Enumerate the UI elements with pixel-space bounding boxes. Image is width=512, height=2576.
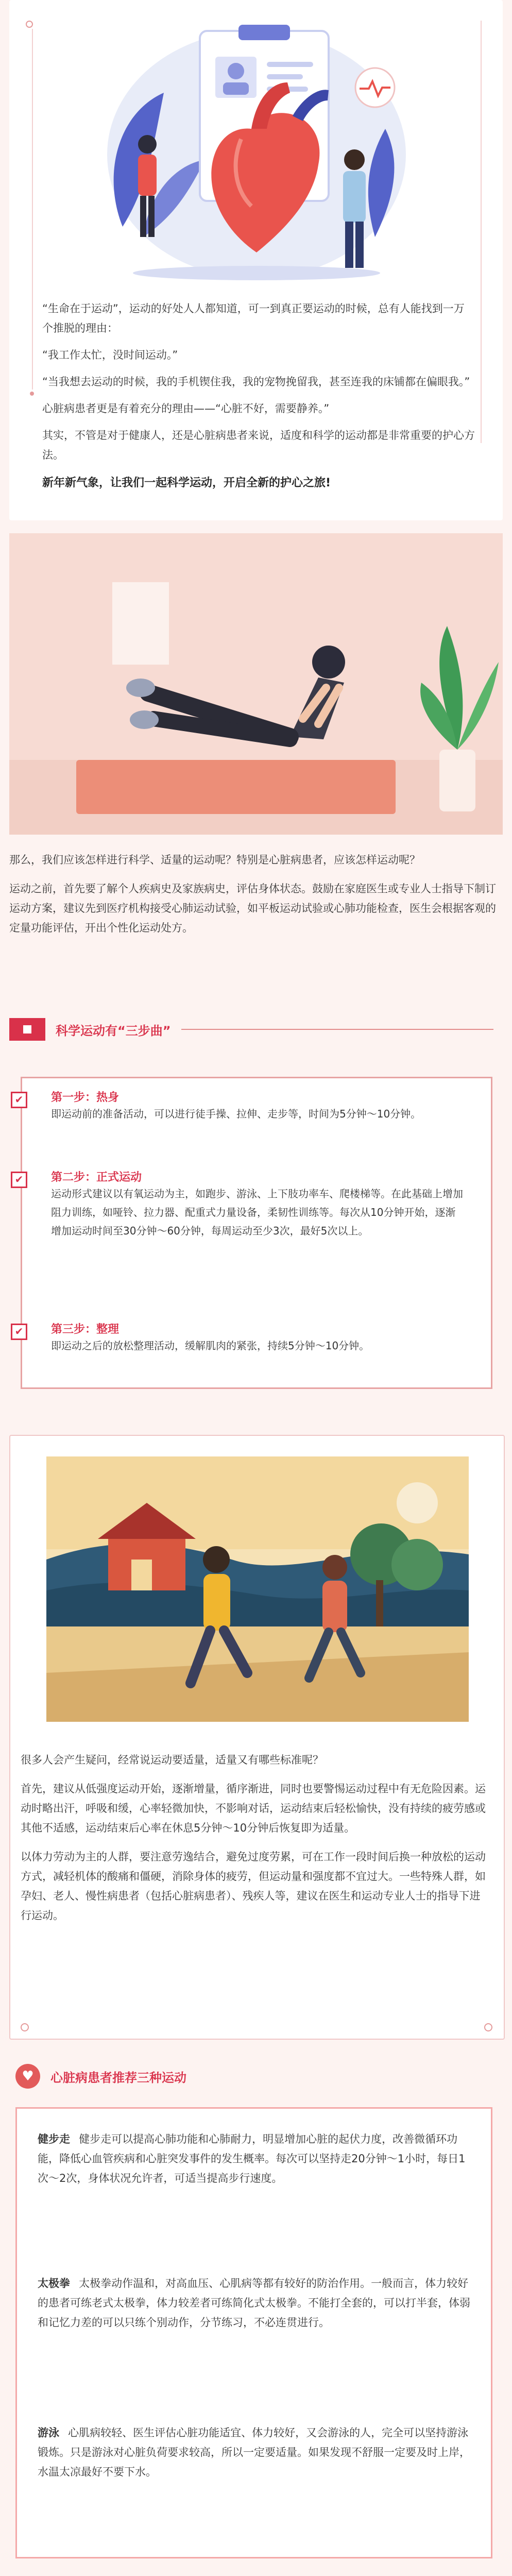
- header-bar: [9, 1018, 45, 1041]
- steps-card: [14, 1077, 492, 1389]
- sports-section-header: [15, 2061, 479, 2092]
- intro-card: [9, 0, 503, 520]
- hero-heart-illustration: [87, 10, 426, 289]
- step-label: 第二步：正式运动: [51, 1171, 142, 1184]
- step-label: 第三步：整理: [51, 1323, 120, 1336]
- step-item: [14, 1320, 465, 1355]
- corner-dot-icon: [21, 2023, 29, 2031]
- dosage-paragraph: 首先，建议从低强度运动开始，逐渐增量，循序渐进，同时也要警惕运动过程中有无危险因素。运动时略出汗，呼吸和缓，心率轻微加快，不影响对话，运动结束后轻松愉快，没有持续的疲劳感或其他不适感，运动结束后心率在休息5分钟～10分钟后恢复即为适量。: [21, 1783, 486, 1834]
- sport-text: 健步走可以提高心肺功能和心肺耐力，明显增加心脏的起伏力度，改善微循环功能，降低心血管疾病和心脏突发事件的发生概率。每次可以坚持走20分钟～1小时，每日1次～2次，身体状况允许者，可适当提高步行速度。: [38, 2133, 466, 2184]
- step-text: 运动形式建议以有氧运动为主，如跑步、游泳、上下肢功率车、爬楼梯等。在此基础上增加阻力训练，如哑铃、拉力器、配重式力量设备，柔韧性训练等。每次从10分钟开始，逐渐增加运动时间至30分钟～60分钟，每周运动至少3次，最好5次以上。: [51, 1188, 463, 1237]
- step-label: 第一步：热身: [51, 1091, 120, 1104]
- square-icon: [23, 1025, 31, 1033]
- vertical-line: [481, 21, 482, 443]
- question-paragraph: 运动之前，首先要了解个人疾病史及家族病史，评估身体状态。鼓励在家庭医生或专业人士指导下制订运动方案，建议先到医疗机构接受心肺运动试验，如平板运动试验或心肺功能检查，医生会根据客观的定量功能评估，开出个性化运动处方。: [9, 883, 496, 934]
- intro-slogan: 新年新气象，让我们一起科学运动，开启全新的护心之旅!: [42, 477, 331, 489]
- step-item: [14, 1089, 465, 1123]
- sport-label: 游泳: [38, 2427, 59, 2439]
- intro-paragraph: “我工作太忙，没时间运动。”: [42, 349, 178, 361]
- sport-label: 健步走: [38, 2133, 70, 2145]
- intro-paragraph: 其实，不管是对于健康人，还是心脏病患者来说，适度和科学的运动都是非常重要的护心方法。: [42, 429, 475, 461]
- steps-section-header: [9, 1015, 493, 1044]
- jogging-illustration: [46, 1456, 469, 1722]
- corner-dot-icon: [30, 392, 34, 396]
- steps-title: 科学运动有“三步曲”: [56, 1023, 171, 1038]
- sport-item: [38, 2423, 470, 2482]
- question-block: [9, 850, 503, 938]
- exercise-illustration: [9, 533, 503, 835]
- step-text: 即运动前的准备活动，可以进行徒手操、拉伸、走步等，时间为5分钟～10分钟。: [51, 1108, 421, 1120]
- dosage-text: [21, 1750, 489, 1925]
- step-item: [14, 1168, 465, 1240]
- checkbox-icon: ✔: [11, 1324, 27, 1340]
- sports-card: [15, 2107, 492, 2558]
- intro-text: [42, 299, 475, 465]
- intro-paragraph: “生命在于运动”，运动的好处人人都知道，可一到真正要运动的时候，总有人能找到一万个推脱的理由：: [42, 302, 465, 334]
- question-paragraph: 那么，我们应该怎样进行科学、适量的运动呢？特别是心脏病患者，应该怎样运动呢？: [9, 854, 420, 866]
- intro-paragraph: 心脏病患者更是有着充分的理由——“心脏不好，需要静养。”: [42, 402, 330, 415]
- sport-item: [38, 2129, 470, 2188]
- sport-label: 太极拳: [38, 2277, 70, 2290]
- sports-title: 心脏病患者推荐三种运动: [50, 2070, 186, 2085]
- sport-item: [38, 2274, 470, 2332]
- heart-icon: ♥: [15, 2064, 40, 2089]
- vertical-line: [32, 29, 33, 389]
- corner-dot-icon: [26, 21, 33, 28]
- dosage-paragraph: 以体力劳动为主的人群，要注意劳逸结合，避免过度劳累，可在工作一段时间后换一种放松的运动方式，减轻机体的酸痛和僵硬，消除身体的疲劳，但运动量和强度都不宜过大。一些特殊人群，如孕妇、老人、慢性病患者（包括心脏病患者）、残疾人等，建议在医生和运动专业人士的指导下进行运动。: [21, 1851, 486, 1922]
- header-line: [181, 1029, 493, 1030]
- dosage-paragraph: 很多人会产生疑问，经常说运动要适量，适量又有哪些标准呢？: [21, 1754, 323, 1766]
- corner-dot-icon: [484, 2023, 492, 2031]
- sport-text: 太极拳动作温和，对高血压、心肌病等都有较好的防治作用。一般而言，体力较好的患者可练老式太极拳，体力较差者可练简化式太极拳。不能打全套的，可以打半套，体弱和记忆力差的可以只练个别动作，分节练习，不必连贯进行。: [38, 2277, 470, 2329]
- step-text: 即运动之后的放松整理活动，缓解肌肉的紧张，持续5分钟～10分钟。: [51, 1340, 370, 1352]
- sport-text: 心肌病较轻、医生评估心脏功能适宜、体力较好，又会游泳的人，完全可以坚持游泳锻炼。只是游泳对心脏负荷要求较高，所以一定要适量。如果发现不舒服一定要及时上岸，水温太凉最好不要下水。: [38, 2427, 470, 2478]
- checkbox-icon: ✔: [11, 1092, 27, 1108]
- dosage-card: [9, 1435, 505, 2040]
- checkbox-icon: ✔: [11, 1172, 27, 1188]
- intro-paragraph: “当我想去运动的时候，我的手机锲住我，我的宠物挽留我，甚至连我的床铺都在偏眼我。”: [42, 376, 470, 388]
